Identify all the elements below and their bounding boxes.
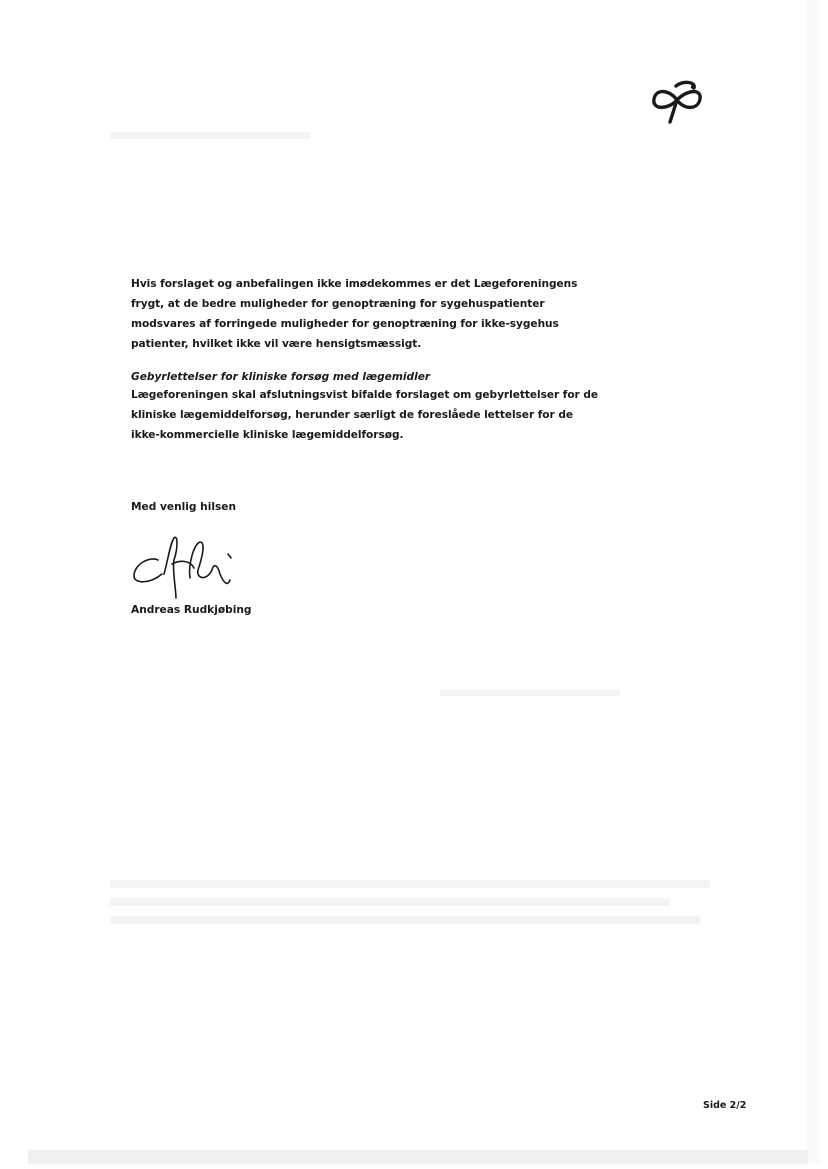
page-shadow-right <box>806 0 820 1164</box>
aesculapian-snake-logo-icon <box>646 74 708 124</box>
show-through-mark <box>110 132 310 139</box>
show-through-mark <box>110 916 700 924</box>
show-through-mark <box>440 690 620 696</box>
show-through-mark <box>110 880 710 888</box>
handwritten-signature-icon <box>128 530 240 604</box>
page-shadow-bottom <box>28 1150 808 1164</box>
page-number: Side 2/2 <box>703 1100 747 1111</box>
show-through-mark <box>110 898 670 906</box>
paragraph-gebyrlettelser: Lægeforeningen skal afslutningsvist bifalde forslaget om gebyrlettelser for de kliniske lægemiddelforsøg, herunder særligt de foreslåede lettelser for de ikke-kommercielle kliniske lægemiddelforsøg. <box>131 389 599 441</box>
signer-name: Andreas Rudkjøbing <box>131 604 252 616</box>
closing-greeting: Med venlig hilsen <box>131 501 237 513</box>
paragraph-genoptraening: Hvis forslaget og anbefalingen ikke imødekommes er det Lægeforeningens frygt, at de bedre muligheder for genoptræning for sygehuspatienter modsvares af forringede muligheder for genoptræning for ikke-sygehus patienter, hvilket ikke vil være hensigtsmæssigt. <box>131 278 578 350</box>
section-title-gebyrlettelser: Gebyrlettelser for kliniske forsøg med lægemidler <box>131 371 431 383</box>
